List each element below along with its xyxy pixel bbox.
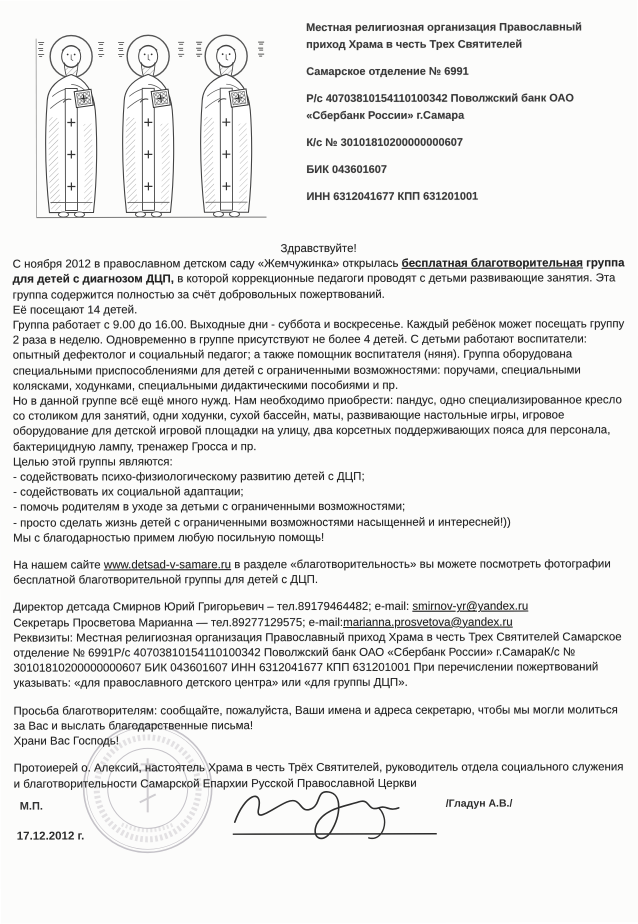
text-run: Целью этой группы являются: bbox=[13, 456, 173, 468]
emphasized-text: бесплатная благотворительная bbox=[402, 258, 583, 270]
text-run: в которой коррекционные педагоги проводят с детьми развивающие занятия. Эта группа содержится полностью за счёт добровольных пожертвований. bbox=[13, 273, 616, 301]
letterhead-row bbox=[12, 13, 624, 230]
letter-paragraph bbox=[13, 530, 625, 546]
letter-paragraph bbox=[13, 393, 625, 455]
three-saints-icon bbox=[32, 14, 270, 230]
text-run: Группа работает с 9.00 до 16.00. Выходные дни - суббота и воскресенье. Каждый ребёнок может посещать группу 2 раза в неделю. Одновременно в группе присутствуют не более 4 детей. С детьми работают воспитатели: опытный дефектолог и социальный педагог; а также помощник воспитателя (няня). Группа оборудована специальными приспособлениями для детей с ограниченными возможностями: поручами, специальными колясками, ходунками, специальными дидактическими пособиями и пр. bbox=[13, 318, 625, 392]
letterhead-line: БИК 043601607 bbox=[306, 161, 624, 179]
text-run: Просьба благотворителям: сообщайте, пожалуйста, Ваши имена и адреса секретарю, чтобы мы могли молиться за Вас и выслать благодарственные письма! bbox=[14, 704, 618, 732]
text-run: Но в данной группе всё ещё много нужд. Нам необходимо приобрести: пандус, одно специализированное кресло со столиком для занятий, одни ходунки, сухой бассейн, маты, развивающие настольные игры, игровое оборудование для детской игровой площадки на улицу, два корсетных поддерживающих пояса для персонала, бактерицидную лампу, тренажер Гросса и пр. bbox=[13, 394, 622, 453]
text-run: Директор детсада Смирнов Юрий Григорьевич – тел.89179464482; e-mail: bbox=[13, 601, 412, 614]
text-run: Здравствуйте! bbox=[280, 243, 356, 255]
handwritten-signature-icon bbox=[229, 775, 454, 851]
letter-paragraph bbox=[13, 469, 625, 485]
emphasized-text: группа для детей с диагнозом ДЦП, bbox=[13, 258, 625, 286]
letter-paragraph bbox=[14, 703, 626, 735]
letterhead-line: ИНН 6312041677 КПП 631201001 bbox=[306, 188, 624, 206]
signatory-name: /Гладун А.В./ bbox=[446, 797, 513, 809]
letter-paragraph bbox=[14, 733, 626, 749]
letterhead-line: Самарское отделение № 6991 bbox=[306, 63, 624, 81]
text-run: в разделе «благотворительность» вы можете посмотреть фотографии бесплатной благотворительной группы для детей с ДЦП. bbox=[13, 558, 611, 586]
letter-paragraph bbox=[13, 302, 625, 318]
underlined-text: www.detsad-v-samare.ru bbox=[104, 559, 231, 571]
text-run: С ноября 2012 в православном детском саду «Жемчужинка» открылась bbox=[13, 258, 402, 271]
underlined-text: smirnov-yr@yandex.ru bbox=[412, 601, 528, 613]
letter-paragraph bbox=[13, 241, 625, 257]
letter-paragraph bbox=[13, 500, 625, 516]
letter-body bbox=[13, 241, 626, 792]
text-run: - просто сделать жизнь детей с ограниченными возможностями насыщенней и интересней!)) bbox=[13, 516, 511, 529]
letter-paragraph bbox=[13, 557, 625, 589]
underlined-text: marianna.prosvetova@yandex.ru bbox=[343, 616, 513, 628]
letter-paragraph bbox=[13, 485, 625, 501]
letter-date: 17.12.2012 г. bbox=[17, 830, 85, 842]
text-run: На нашем сайте bbox=[13, 560, 104, 572]
three-saints-engraving bbox=[32, 14, 270, 230]
signature-zone bbox=[14, 791, 626, 854]
letterhead-line: Р/с 40703810154110100342 Поволжский банк ОАО «Сбербанк России» г.Самара bbox=[306, 90, 624, 125]
letterhead-line: Местная религиозная организация Православный приход Храма в честь Трех Святителей bbox=[306, 19, 624, 54]
letter-paragraph bbox=[13, 615, 625, 631]
text-run: Её посещают 14 детей. bbox=[13, 304, 138, 316]
stamp-place-label: М.П. bbox=[20, 800, 43, 812]
text-run: - помочь родителям в уходе за детьми с ограниченными возможностями; bbox=[13, 501, 405, 514]
letter-paragraph bbox=[13, 257, 625, 304]
text-run: - содействовать психо-физиологическому развитию детей с ДЦП; bbox=[13, 471, 365, 484]
letter-paragraph bbox=[13, 630, 625, 692]
letter-paragraph bbox=[13, 454, 625, 470]
text-run: Секретарь Просветова Марианна — тел.89277129575; e-mail: bbox=[13, 617, 343, 630]
text-run: Мы с благодарностью примем любую посильную помощь! bbox=[13, 532, 324, 545]
text-run: Реквизиты: Местная религиозная организация Православный приход Храма в честь Трех Святителей Самарское отделение № 6991Р/с 40703810154110100342 Поволжский банк ОАО «Сбербанк России» г.СамараК/с № 30101810200000000607 БИК 043601607 ИНН 6312041677 КПП 631201001 При перечислении пожертвований указывать: «для православного детского центра» или «для группы ДЦП». bbox=[13, 631, 621, 690]
text-run: Храни Вас Господь! bbox=[14, 736, 119, 748]
text-run: Протоиерей о. Алексий, настоятель Храма в честь Трёх Святителей, руководитель отдела социального служения и благотворительности Самарской Епархии Русской Православной Церкви bbox=[14, 762, 624, 790]
letter-paragraph bbox=[13, 515, 625, 531]
letterhead-line: К/с № 30101810200000000607 bbox=[306, 134, 624, 152]
letterhead bbox=[306, 13, 624, 216]
letter-paragraph bbox=[13, 317, 625, 394]
letter-paragraph bbox=[13, 600, 625, 616]
text-run: - содействовать их социальной адаптации; bbox=[13, 486, 244, 498]
